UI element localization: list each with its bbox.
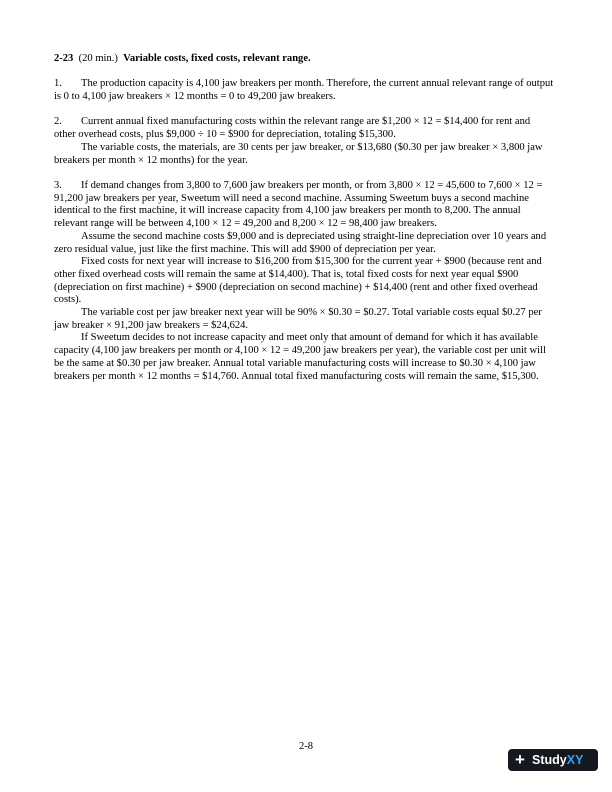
section-3-paragraph-5: If Sweetum decides to not increase capacity and meet only that amount of demand for which it has available capacity (4,100 jaw breakers per month or 4,100 × 12 = 49,200 jaw breakers per year), the variable cost per unit will be the same at $0.30 per jaw breaker. Annual total variable manufacturing costs will increase to $0.30 × 4,100 jaw breakers per month × 12 months = $14,760. Annual total fixed manufacturing costs will remain the same, $15,300.: [54, 332, 546, 382]
section-3-paragraph-4: The variable cost per jaw breaker next year will be 90% × $0.30 = $0.27. Total variable costs equal $0.27 per jaw breaker × 91,200 jaw breakers = $24,624.: [54, 307, 542, 331]
section-1-paragraph-1: 1. The production capacity is 4,100 jaw breakers per month. Therefore, the current annual relevant range of output is 0 to 4,100 jaw breakers × 12 months = 0 to 49,200 jaw breakers.: [54, 78, 554, 103]
section-3-paragraph-3: Fixed costs for next year will increase to $16,200 from $15,300 for the current year + $900 (because rent and other fixed overhead costs will remain the same at $14,400). That is, total fixed costs for next year equal $900 (depreciation on first machine) + $900 (depreciation on second machine) + $14,400 (rent and other fixed overhead costs).: [54, 256, 542, 306]
section-2-paragraph-1: 2. Current annual fixed manufacturing costs within the relevant range are $1,200 × 12 = $14,400 for rent and other overhead costs, plus $9,000 ÷ 10 = $900 for depreciation, totaling $15,300.: [54, 116, 531, 141]
section-1-number: 1.: [54, 78, 62, 90]
brand-name: [532, 753, 583, 767]
problem-title: Variable costs, fixed costs, relevant range.: [123, 53, 311, 64]
page-number: 2-8: [299, 741, 313, 752]
section-3-number: 3.: [54, 179, 62, 191]
studyxy-logo-badge[interactable]: [508, 749, 598, 771]
brand-name-accent: XY: [566, 753, 584, 767]
section-3-paragraph-2: Assume the second machine costs $9,000 and is depreciated using straight-line depreciation over 10 years and zero residual value, just like the first machine. This will add $900 of depreciation per year.: [54, 230, 547, 255]
plus-icon: +: [515, 750, 525, 769]
section-3-paragraph-1: 3. If demand changes from 3,800 to 7,600 jaw breakers per month, or from 3,800 × 12 = 45,600 to 7,600 × 12 = 91,200 jaw breakers per year, Sweetum will need a second machine. Assuming Sweetum buys a second machine identical to the first machine, it will increase capacity from 4,100 jaw breakers per month to 8,200. The annual relevant range will be between 4,100 × 12 = 49,200 and 8,200 × 12 = 98,400 jaw breakers.: [54, 179, 543, 230]
problem-time: (20 min.): [78, 53, 118, 64]
problem-heading: [54, 53, 554, 66]
section-2-number: 2.: [54, 116, 62, 128]
problem-number: 2-23: [54, 53, 74, 64]
document-body: [54, 53, 554, 383]
section-2-paragraph-2: The variable costs, the materials, are 30 cents per jaw breaker, or $13,680 ($0.30 per jaw breaker × 3,800 jaw breakers per month × 12 months) for the year.: [54, 141, 543, 166]
brand-name-main: Study: [532, 753, 567, 767]
